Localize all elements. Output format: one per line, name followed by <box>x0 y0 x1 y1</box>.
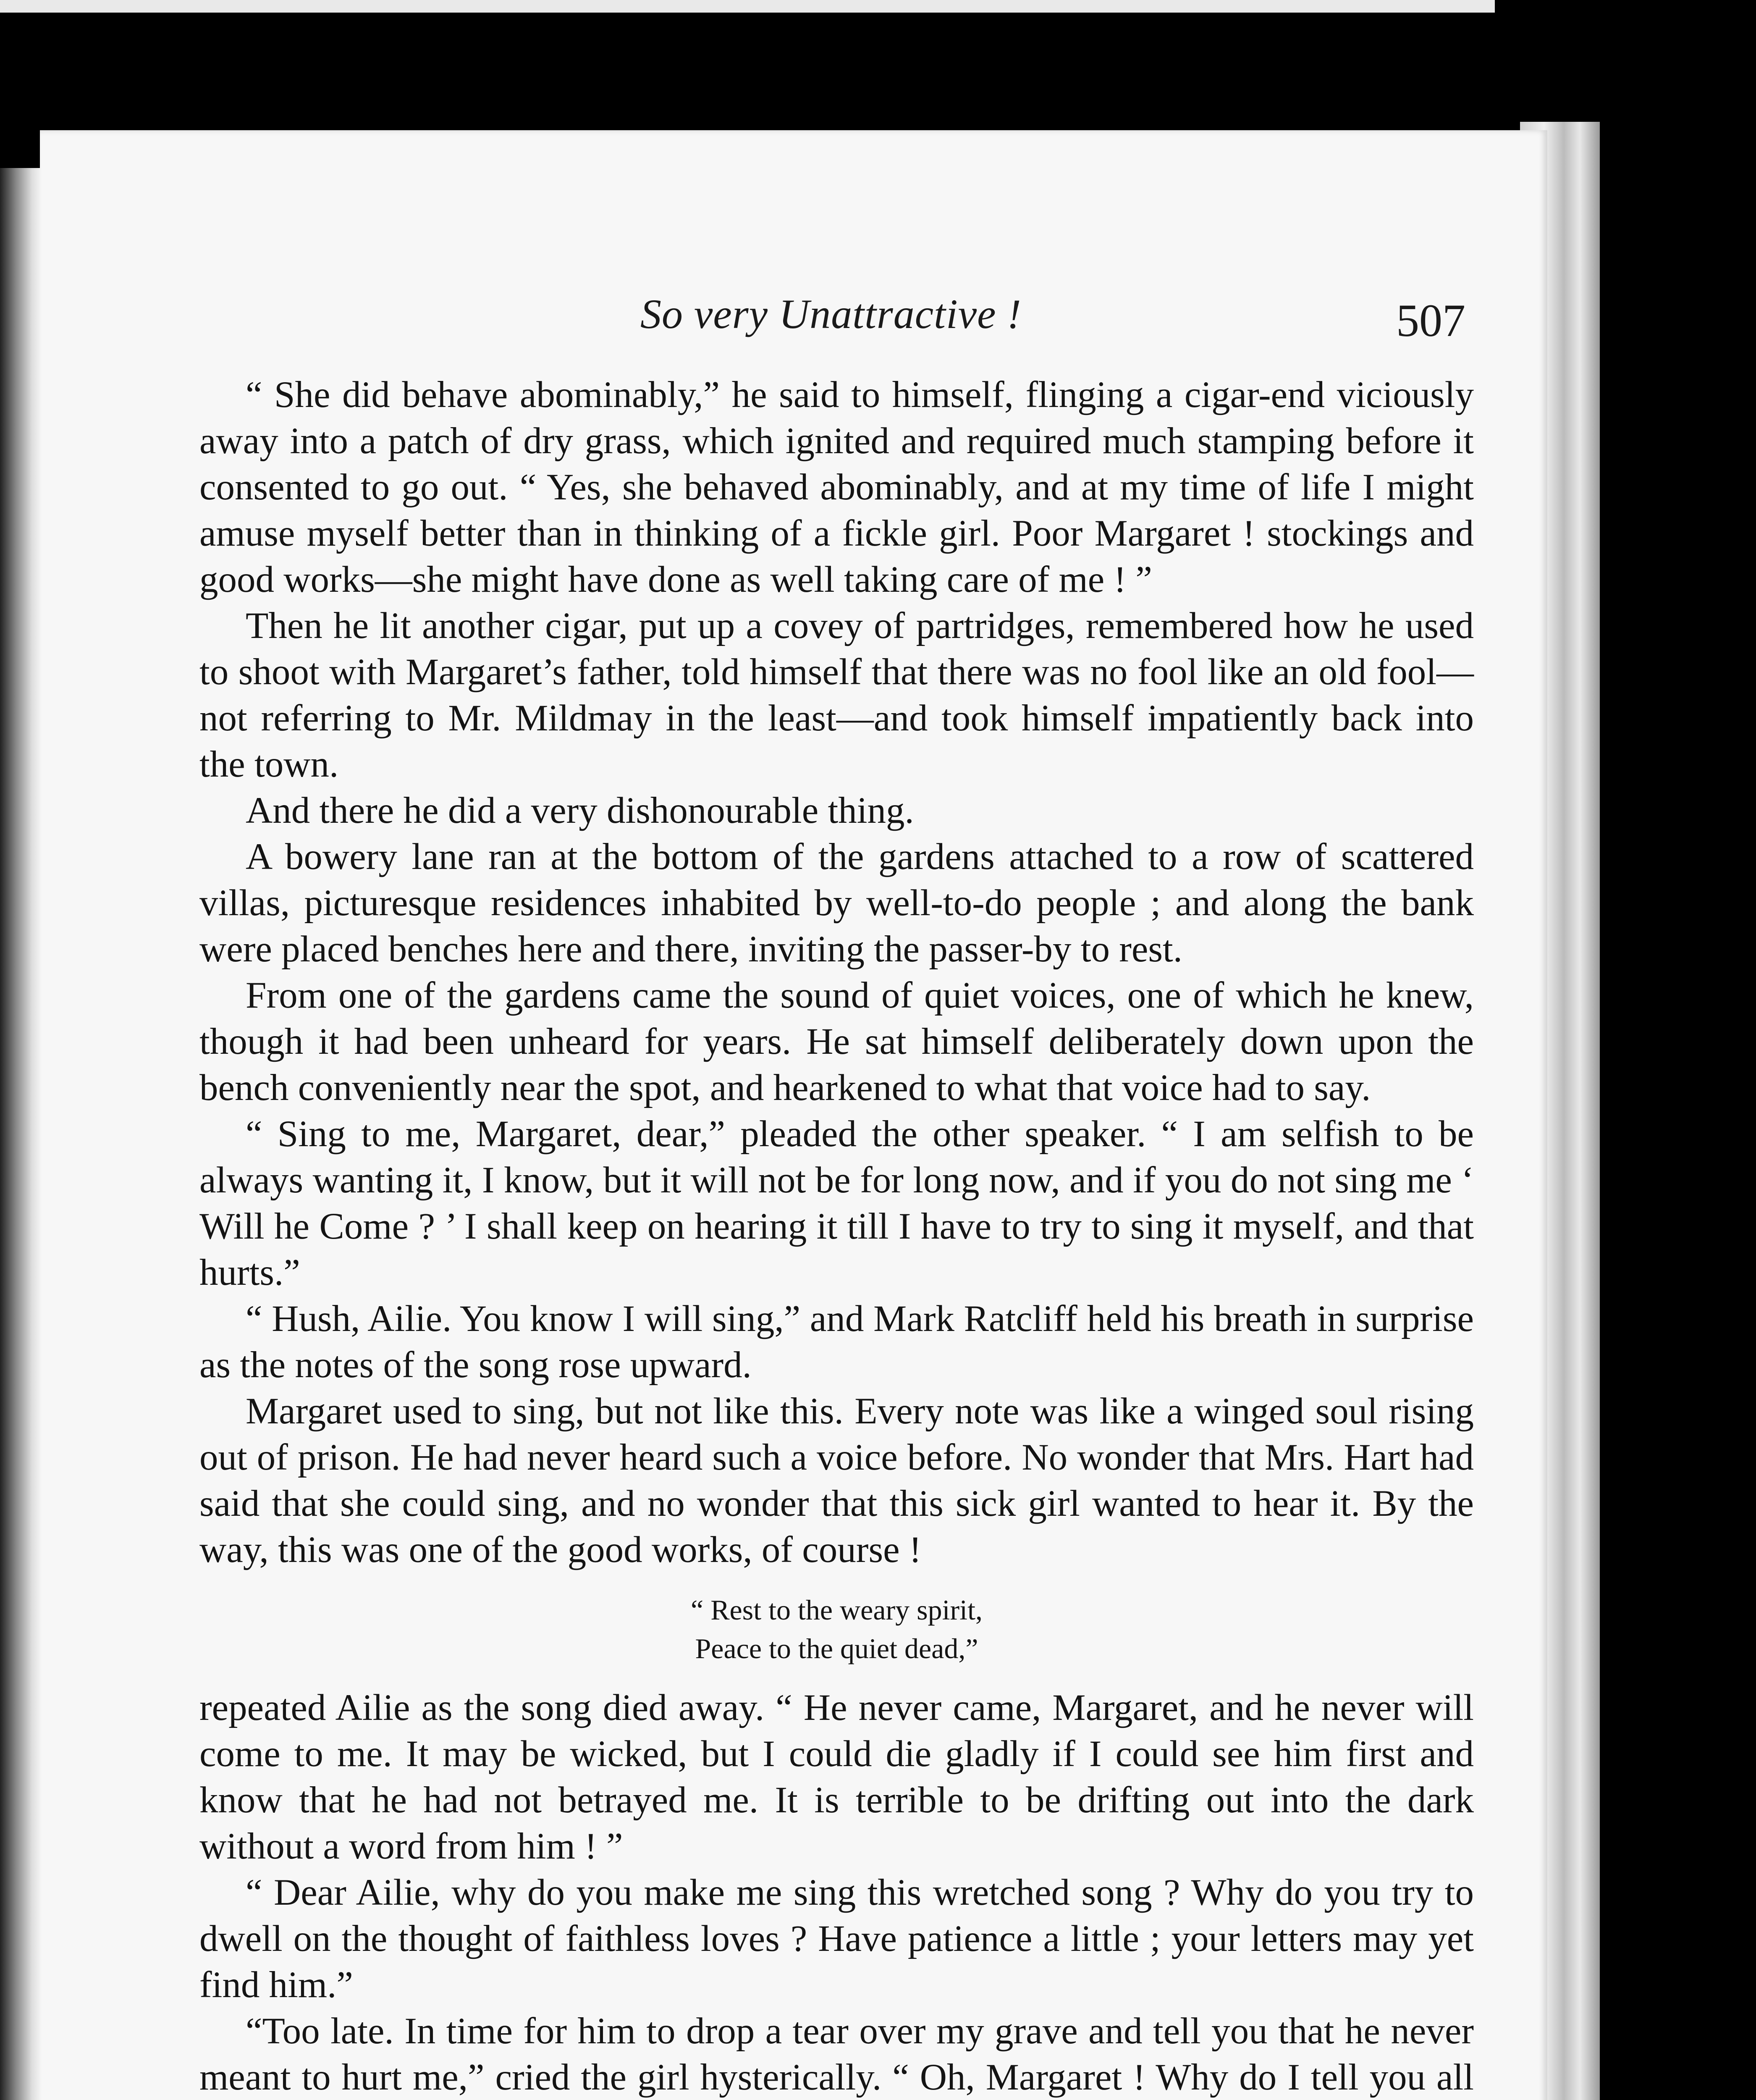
paragraph: “Too late. In time for him to drop a tear over my grave and tell you that he never meant to hurt me,” cried the girl hysterically. “ Oh, Margaret ! Why do I tell you all <box>199 2011 1474 2098</box>
paragraph: “ Hush, Ailie. You know I will sing,” and Mark Ratcliff held his breath in surprise as the notes of the song rose upward. <box>199 1298 1474 1386</box>
paragraph: Then he lit another cigar, put up a covey of partridges, remembered how he used to shoot with Margaret’s father, told himself that there was no fool like an old fool—not referring to Mr. Mildmay in the least—and took himself impatiently back into the town. <box>199 605 1474 785</box>
paragraph: And there he did a very dishonourable thing. <box>246 790 914 831</box>
top-page-edge <box>0 0 1495 13</box>
paragraph: “ Sing to me, Margaret, dear,” pleaded the other speaker. “ I am selfish to be always wanting it, I know, but it will not be for long now, and if you do not sing me ‘ Will he Come ? ’ I shall keep on hearing it till I have to try to sing it myself, and that hurts.” <box>199 1113 1474 1293</box>
page-header <box>40 290 1547 353</box>
body-text <box>199 372 1474 2100</box>
running-title: So very Unattractive ! <box>640 291 1022 337</box>
paragraph: “ She did behave abominably,” he said to himself, flinging a cigar-end viciously away into a patch of dry grass, which ignited and required much stamping before it consented to go out. “ Yes, she behaved abominably, and at my time of life I might amuse myself better than in thinking of a fickle girl. Poor Margaret ! stockings and good works—she might have done as well taking care of me ! ” <box>199 374 1474 600</box>
verse-line: “ Rest to the weary spirit, <box>691 1594 983 1626</box>
paragraph: repeated Ailie as the song died away. “ He never came, Margaret, and he never will come to me. It may be wicked, but I could die gladly if I could see him first and know that he had not betrayed me. It is terrible to be drifting out into the dark without a word from him ! ” <box>199 1687 1474 1867</box>
verse-line: Peace to the quiet dead,” <box>695 1633 978 1664</box>
paragraph: A bowery lane ran at the bottom of the gardens attached to a row of scattered villas, picturesque residences inhabited by well-to-do people ; and along the bank were placed benches here and there, inviting the passer-by to rest. <box>199 836 1474 970</box>
book-spine-edge <box>0 168 40 2100</box>
paragraph: “ Dear Ailie, why do you make me sing this wretched song ? Why do you try to dwell on the thought of faithless loves ? Have patience a little ; your letters may yet find him.” <box>199 1872 1474 2006</box>
verse-quote <box>199 1591 1474 1668</box>
paragraph: Margaret used to sing, but not like this. Every note was like a winged soul rising out of prison. He had never heard such a voice before. No wonder that Mrs. Hart had said that she could sing, and no wonder that this sick girl wanted to hear it. By the way, this was one of the good works, of course ! <box>199 1391 1474 1570</box>
page-number: 507 <box>1396 295 1465 346</box>
paragraph: From one of the gardens came the sound of quiet voices, one of which he knew, though it had been unheard for years. He sat himself deliberately down upon the bench conveniently near the spot, and hearkened to what that voice had to say. <box>199 975 1474 1108</box>
